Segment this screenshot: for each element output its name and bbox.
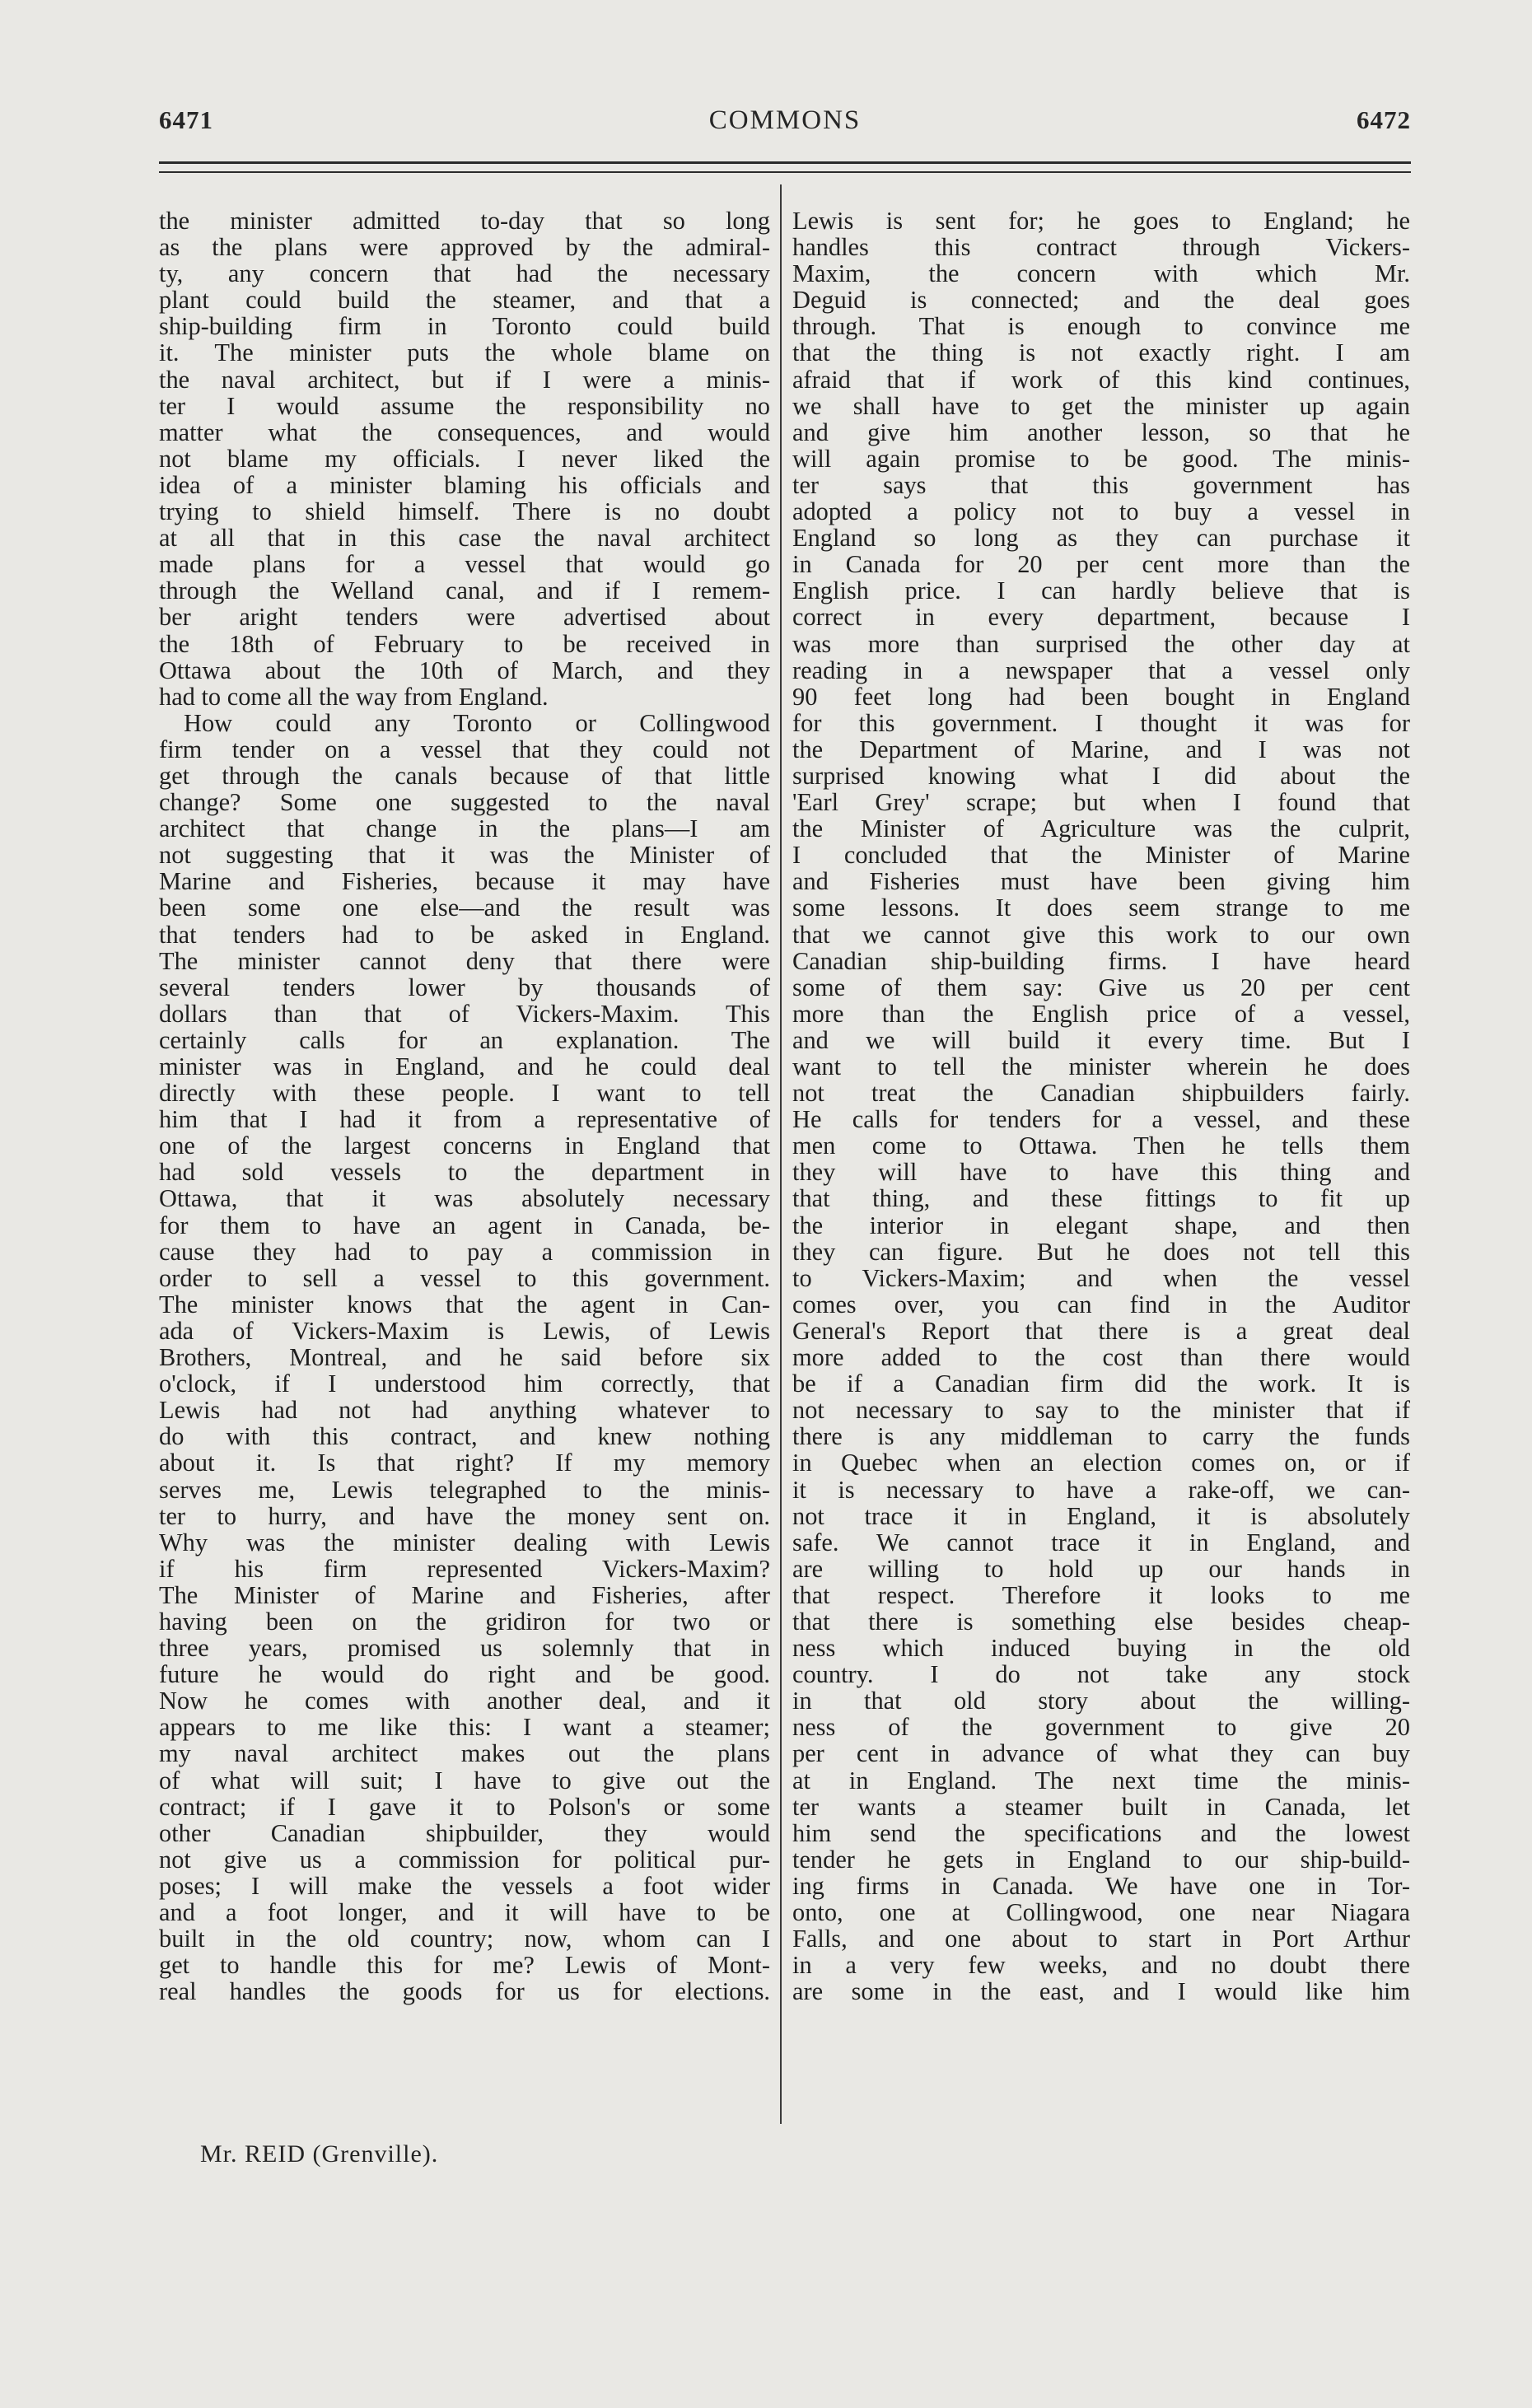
text-line: Now he comes with another deal, and it — [159, 1687, 770, 1715]
text-line: not blame my officials. I never liked the — [159, 444, 770, 473]
page-number-right: 6472 — [1357, 105, 1411, 134]
text-line: more than the English price of a vessel, — [792, 999, 1410, 1028]
text-line: contract; if I gave it to Polson's or some — [159, 1792, 770, 1821]
text-line: at all that in this case the naval architect — [159, 524, 770, 553]
text-line: future he would do right and be good. — [159, 1660, 770, 1689]
text-line: Ottawa about the 10th of March, and they — [159, 656, 770, 684]
text-line: serves me, Lewis telegraphed to the minis- — [159, 1475, 770, 1504]
text-line: matter what the consequences, and would — [159, 418, 770, 446]
page-header — [159, 105, 1411, 142]
text-line: directly with these people. I want to tell — [159, 1079, 770, 1108]
text-line: I concluded that the Minister of Marine — [792, 841, 1410, 870]
text-line: some lessons. It does seem strange to me — [792, 894, 1410, 922]
text-line: architect that change in the plans—I am — [159, 814, 770, 843]
text-line: dollars than that of Vickers-Maxim. This — [159, 999, 770, 1028]
text-line: in Quebec when an election comes on, or if — [792, 1449, 1410, 1477]
text-line: safe. We cannot trace it in England, and — [792, 1528, 1410, 1556]
text-line: Marine and Fisheries, because it may have — [159, 867, 770, 896]
text-line: Lewis is sent for; he goes to England; he — [792, 207, 1410, 235]
text-line: having been on the gridiron for two or — [159, 1607, 770, 1636]
text-line: to Vickers-Maxim; and when the vessel — [792, 1263, 1410, 1292]
text-line: Brothers, Montreal, and he said before six — [159, 1343, 770, 1372]
text-line: ing firms in Canada. We have one in Tor- — [792, 1871, 1410, 1900]
text-line: that thing, and these fittings to fit up — [792, 1184, 1410, 1213]
text-line: surprised knowing what I did about the — [792, 761, 1410, 790]
text-line: 90 feet long had been bought in England — [792, 682, 1410, 711]
text-line: 'Earl Grey' scrape; but when I found that — [792, 788, 1410, 817]
text-line: several tenders lower by thousands of — [159, 973, 770, 1001]
page-title: COMMONS — [708, 105, 862, 135]
text-line: the Minister of Agriculture was the culprit, — [792, 814, 1410, 843]
text-line: one of the largest concerns in England that — [159, 1132, 770, 1160]
text-line: Maxim, the concern with which Mr. — [792, 259, 1410, 288]
text-line: reading in a newspaper that a vessel only — [792, 656, 1410, 684]
text-line: and give him another lesson, so that he — [792, 418, 1410, 446]
text-line: Deguid is connected; and the deal goes — [792, 286, 1410, 315]
text-line: that there is something else besides cheap- — [792, 1607, 1410, 1636]
text-line: handles this contract through Vickers- — [792, 233, 1410, 262]
text-line: for this government. I thought it was for — [792, 708, 1410, 737]
text-line: at in England. The next time the minis- — [792, 1766, 1410, 1794]
text-line: had sold vessels to the department in — [159, 1158, 770, 1187]
text-line: they will have to have this thing and — [792, 1158, 1410, 1187]
text-line: him that I had it from a representative of — [159, 1105, 770, 1134]
text-line: not suggesting that it was the Minister of — [159, 841, 770, 870]
text-line: made plans for a vessel that would go — [159, 550, 770, 579]
text-line: and we will build it every time. But I — [792, 1025, 1410, 1054]
text-line: onto, one at Collingwood, one near Niagara — [792, 1898, 1410, 1926]
text-line: want to tell the minister wherein he does — [792, 1052, 1410, 1080]
text-line: tender he gets in England to our ship-build- — [792, 1845, 1410, 1874]
text-line: England so long as they can purchase it — [792, 524, 1410, 553]
text-line: that the thing is not exactly right. I am — [792, 338, 1410, 367]
text-line: Ottawa, that it was absolutely necessary — [159, 1184, 770, 1213]
text-line: do with this contract, and knew nothing — [159, 1422, 770, 1451]
text-line: in Canada for 20 per cent more than the — [792, 550, 1410, 579]
text-line: ada of Vickers-Maxim is Lewis, of Lewis — [159, 1316, 770, 1345]
header-rule-thin — [159, 171, 1411, 173]
text-line: that tenders had to be asked in England. — [159, 920, 770, 949]
text-line: per cent in advance of what they can buy — [792, 1739, 1410, 1768]
text-line: as the plans were approved by the admiral- — [159, 233, 770, 262]
text-line: ter wants a steamer built in Canada, let — [792, 1792, 1410, 1821]
text-line: are some in the east, and I would like him — [792, 1977, 1410, 2006]
page-number-left: 6471 — [159, 105, 213, 134]
text-line: we shall have to get the minister up again — [792, 391, 1410, 420]
text-line: in that old story about the willing- — [792, 1687, 1410, 1715]
text-line: Why was the minister dealing with Lewis — [159, 1528, 770, 1556]
text-line: they can figure. But he does not tell this — [792, 1237, 1410, 1266]
text-line: it is necessary to have a rake-off, we can- — [792, 1475, 1410, 1504]
text-line: idea of a minister blaming his officials and — [159, 470, 770, 499]
text-line: Falls, and one about to start in Port Arthur — [792, 1925, 1410, 1953]
text-line: trying to shield himself. There is no doubt — [159, 497, 770, 526]
text-line: of what will suit; I have to give out the — [159, 1766, 770, 1794]
header-rule-thick — [159, 161, 1411, 164]
text-line: about it. Is that right? If my memory — [159, 1449, 770, 1477]
text-line: was more than surprised the other day at — [792, 629, 1410, 658]
text-line: ness of the government to give 20 — [792, 1713, 1410, 1742]
text-line: change? Some one suggested to the naval — [159, 788, 770, 817]
text-line: the interior in elegant shape, and then — [792, 1211, 1410, 1239]
text-line: Lewis had not had anything whatever to — [159, 1396, 770, 1425]
text-line: the minister admitted to-day that so long — [159, 207, 770, 235]
column-divider — [780, 184, 782, 2124]
text-line: through the Welland canal, and if I remem- — [159, 576, 770, 605]
text-line: him send the specifications and the lowest — [792, 1818, 1410, 1847]
text-line: and a foot longer, and it will have to be — [159, 1898, 770, 1926]
speaker-name: Mr. REID (Grenville). — [200, 2140, 439, 2168]
text-line: in a very few weeks, and no doubt there — [792, 1951, 1410, 1980]
text-line: for them to have an agent in Canada, be- — [159, 1211, 770, 1239]
text-line: get through the canals because of that little — [159, 761, 770, 790]
text-line: there is any middleman to carry the funds — [792, 1422, 1410, 1451]
text-line: How could any Toronto or Collingwood — [184, 708, 770, 737]
text-line: The Minister of Marine and Fisheries, after — [159, 1580, 770, 1609]
text-line: cause they had to pay a commission in — [159, 1237, 770, 1266]
text-line: ter to hurry, and have the money sent on. — [159, 1501, 770, 1530]
text-line: real handles the goods for us for elections. — [159, 1977, 770, 2006]
text-line: certainly calls for an explanation. The — [159, 1025, 770, 1054]
text-line: Canadian ship-building firms. I have heard — [792, 946, 1410, 975]
text-line: The minister knows that the agent in Can- — [159, 1290, 770, 1318]
text-line: correct in every department, because I — [792, 603, 1410, 632]
text-line: not treat the Canadian shipbuilders fairly. — [792, 1079, 1410, 1108]
text-line: ter says that this government has — [792, 470, 1410, 499]
text-line: appears to me like this: I want a steamer; — [159, 1713, 770, 1742]
left-column — [159, 208, 770, 2004]
right-column — [792, 208, 1410, 2004]
text-line: country. I do not take any stock — [792, 1660, 1410, 1689]
text-line: o'clock, if I understood him correctly, that — [159, 1370, 770, 1398]
text-line: be if a Canadian firm did the work. It is — [792, 1370, 1410, 1398]
text-line: that we cannot give this work to our own — [792, 920, 1410, 949]
text-line: are willing to hold up our hands in — [792, 1554, 1410, 1583]
text-line: English price. I can hardly believe that is — [792, 576, 1410, 605]
text-line: He calls for tenders for a vessel, and these — [792, 1105, 1410, 1134]
text-line: had to come all the way from England. — [159, 682, 549, 711]
text-line: ship-building firm in Toronto could build — [159, 312, 770, 341]
text-line: if his firm represented Vickers-Maxim? — [159, 1554, 770, 1583]
text-line: adopted a policy not to buy a vessel in — [792, 497, 1410, 526]
text-line: minister was in England, and he could deal — [159, 1052, 770, 1080]
text-line: General's Report that there is a great deal — [792, 1316, 1410, 1345]
text-line: built in the old country; now, whom can I — [159, 1925, 770, 1953]
text-line: get to handle this for me? Lewis of Mont- — [159, 1951, 770, 1980]
text-line: afraid that if work of this kind continues, — [792, 365, 1410, 394]
text-line: comes over, you can find in the Auditor — [792, 1290, 1410, 1318]
text-line: been some one else—and the result was — [159, 894, 770, 922]
text-line: other Canadian shipbuilder, they would — [159, 1818, 770, 1847]
text-line: men come to Ottawa. Then he tells them — [792, 1132, 1410, 1160]
text-line: and Fisheries must have been giving him — [792, 867, 1410, 896]
text-line: ty, any concern that had the necessary — [159, 259, 770, 288]
text-line: the Department of Marine, and I was not — [792, 735, 1410, 763]
text-line: three years, promised us solemnly that in — [159, 1634, 770, 1663]
text-line: my naval architect makes out the plans — [159, 1739, 770, 1768]
text-line: order to sell a vessel to this government. — [159, 1263, 770, 1292]
text-line: ter I would assume the responsibility no — [159, 391, 770, 420]
text-line: the 18th of February to be received in — [159, 629, 770, 658]
text-line: not necessary to say to the minister that if — [792, 1396, 1410, 1425]
text-line: ber aright tenders were advertised about — [159, 603, 770, 632]
text-line: through. That is enough to convince me — [792, 312, 1410, 341]
text-line: firm tender on a vessel that they could not — [159, 735, 770, 763]
text-line: The minister cannot deny that there were — [159, 946, 770, 975]
text-line: not trace it in England, it is absolutely — [792, 1501, 1410, 1530]
text-line: not give us a commission for political pur- — [159, 1845, 770, 1874]
text-line: ness which induced buying in the old — [792, 1634, 1410, 1663]
text-line: plant could build the steamer, and that a — [159, 286, 770, 315]
text-line: that respect. Therefore it looks to me — [792, 1580, 1410, 1609]
text-line: it. The minister puts the whole blame on — [159, 338, 770, 367]
text-line: the naval architect, but if I were a minis- — [159, 365, 770, 394]
text-line: more added to the cost than there would — [792, 1343, 1410, 1372]
text-line: some of them say: Give us 20 per cent — [792, 973, 1410, 1001]
text-line: will again promise to be good. The minis- — [792, 444, 1410, 473]
text-line: poses; I will make the vessels a foot wider — [159, 1871, 770, 1900]
